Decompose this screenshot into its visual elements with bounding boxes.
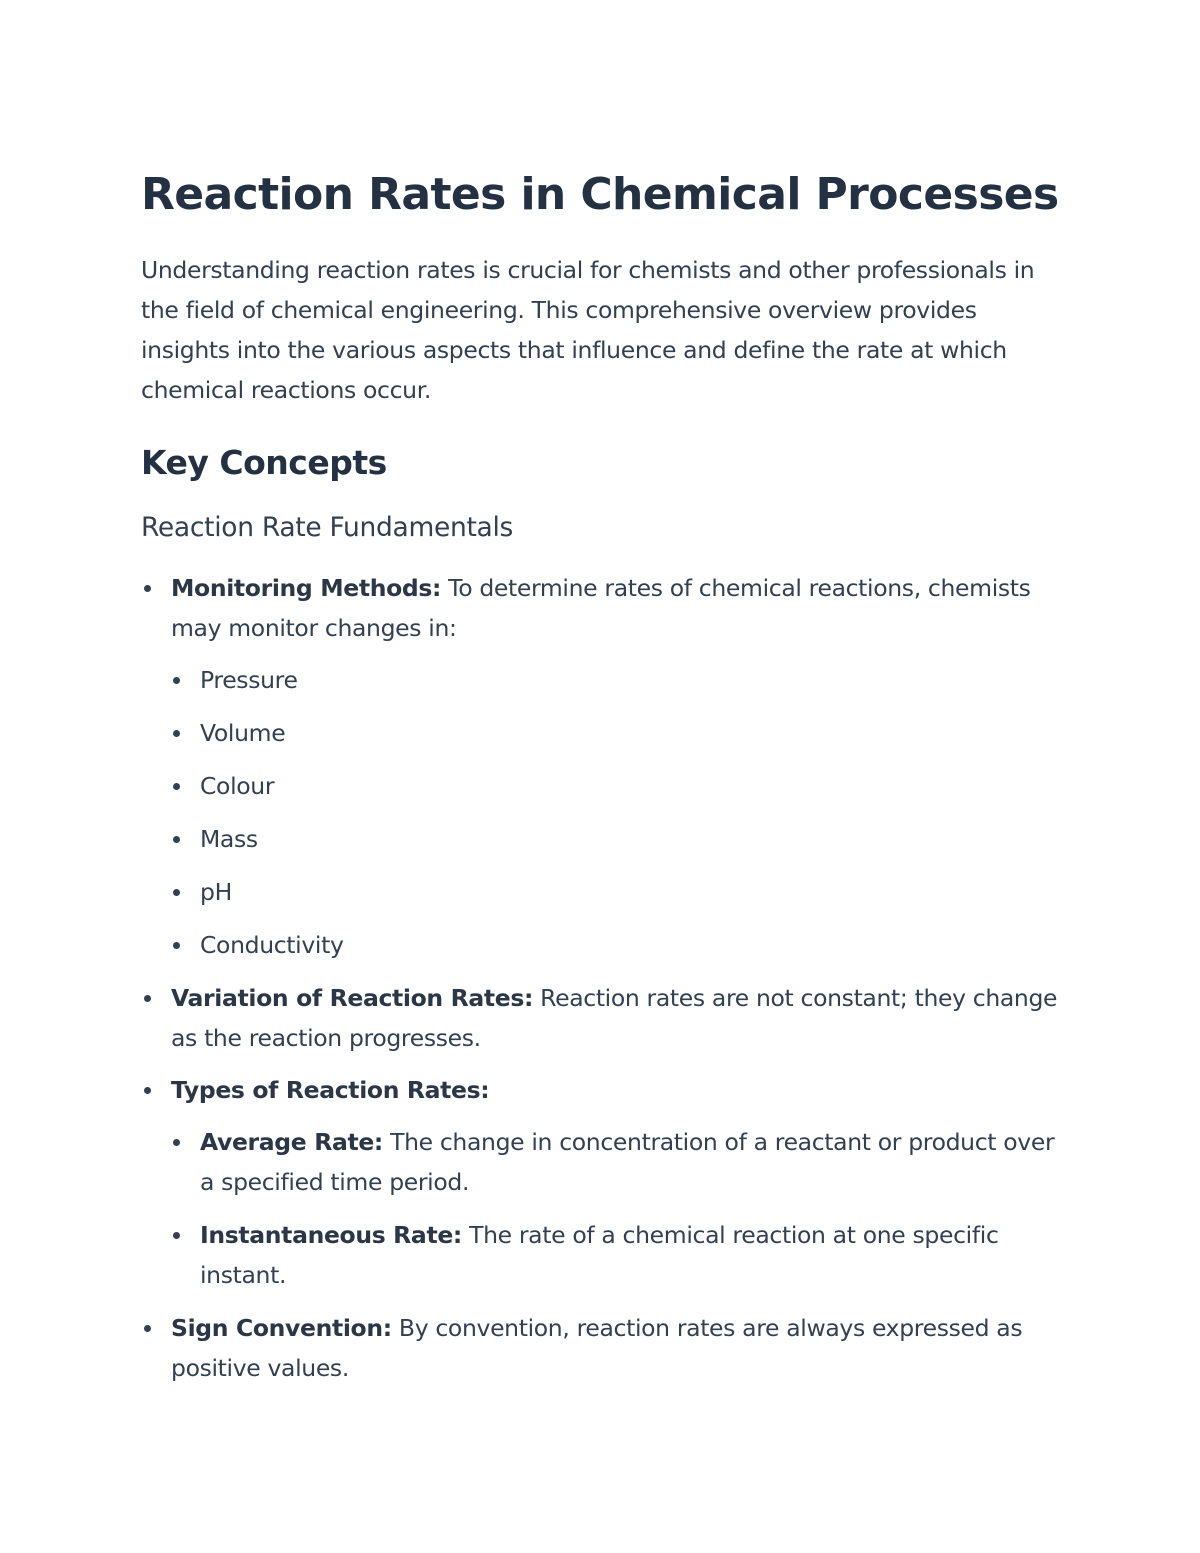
intro-paragraph: Understanding reaction rates is crucial for chemists and other professionals in the field of chemical engineering. This comprehensive overview provides insights into the various aspects that influence and define the rate at which chemical reactions occur. xyxy=(141,256,1035,404)
list-item-average-rate xyxy=(171,1122,1061,1202)
list-item-instantaneous-rate xyxy=(171,1215,1061,1295)
rate-types-list xyxy=(171,1122,1061,1295)
list-item-types-of-rates xyxy=(141,1070,1061,1295)
item-text: Reaction rates are not constant; they change as the reaction progresses. xyxy=(171,984,1058,1052)
list-item-variation-of-rates xyxy=(141,978,1061,1058)
list-item: Volume xyxy=(171,713,1061,753)
page-title: Reaction Rates in Chemical Processes xyxy=(141,169,1059,220)
item-text: To determine rates of chemical reactions, chemists may monitor changes in: xyxy=(171,574,1031,642)
item-text: By convention, reaction rates are always expressed as positive values. xyxy=(171,1314,1023,1382)
item-label: Instantaneous Rate: xyxy=(200,1221,462,1249)
item-label: Average Rate: xyxy=(200,1128,383,1156)
list-item: pH xyxy=(171,872,1061,912)
item-label: Variation of Reaction Rates: xyxy=(171,984,534,1012)
subsection-heading: Reaction Rate Fundamentals xyxy=(141,512,514,543)
list-item: Colour xyxy=(171,766,1061,806)
section-heading: Key Concepts xyxy=(141,443,387,482)
monitoring-methods-list xyxy=(171,660,1061,965)
list-item: Mass xyxy=(171,819,1061,859)
item-label: Sign Convention: xyxy=(171,1314,392,1342)
list-item-monitoring-methods xyxy=(141,568,1061,965)
item-label: Monitoring Methods: xyxy=(171,574,442,602)
list-item-sign-convention xyxy=(141,1308,1061,1388)
item-label: Types of Reaction Rates: xyxy=(171,1076,490,1104)
item-text: The change in concentration of a reactant or product over a specified time period. xyxy=(200,1128,1055,1196)
item-text: The rate of a chemical reaction at one specific instant. xyxy=(200,1221,999,1289)
concept-list xyxy=(141,568,1061,1388)
document-page xyxy=(141,166,1061,1400)
list-item: Conductivity xyxy=(171,925,1061,965)
list-item: Pressure xyxy=(171,660,1061,700)
